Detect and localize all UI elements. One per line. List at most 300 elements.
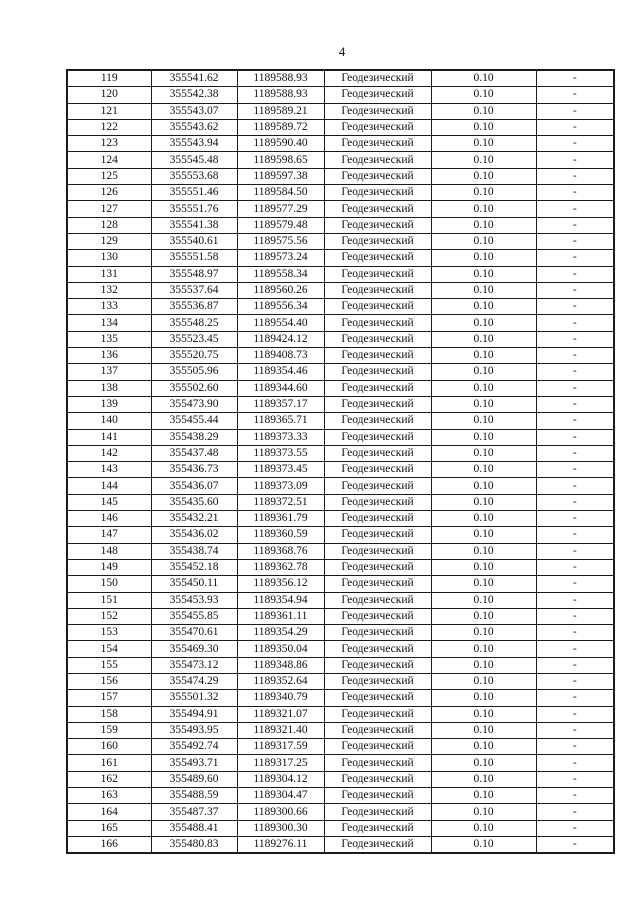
x-coordinate-cell: 355551.46 [151,185,237,201]
method-cell: Геодезический [324,836,431,853]
note-cell: - [536,511,614,527]
table-row [67,364,614,380]
y-coordinate-cell: 1189361.79 [237,511,324,527]
point-number-cell: 157 [67,690,151,706]
point-number-cell: 145 [67,494,151,510]
point-number-cell: 152 [67,608,151,624]
y-coordinate-cell: 1189354.94 [237,592,324,608]
y-coordinate-cell: 1189560.26 [237,282,324,298]
note-cell: - [536,364,614,380]
y-coordinate-cell: 1189317.59 [237,739,324,755]
accuracy-cell: 0.10 [431,494,536,510]
point-number-cell: 133 [67,299,151,315]
note-cell: - [536,804,614,820]
accuracy-cell: 0.10 [431,657,536,673]
point-number-cell: 126 [67,185,151,201]
note-cell: - [536,70,614,87]
accuracy-cell: 0.10 [431,299,536,315]
method-cell: Геодезический [324,299,431,315]
method-cell: Геодезический [324,788,431,804]
y-coordinate-cell: 1189350.04 [237,641,324,657]
point-number-cell: 120 [67,87,151,103]
note-cell: - [536,690,614,706]
method-cell: Геодезический [324,201,431,217]
method-cell: Геодезический [324,657,431,673]
accuracy-cell: 0.10 [431,429,536,445]
accuracy-cell: 0.10 [431,690,536,706]
x-coordinate-cell: 355541.62 [151,70,237,87]
accuracy-cell: 0.10 [431,233,536,249]
accuracy-cell: 0.10 [431,559,536,575]
note-cell: - [536,299,614,315]
accuracy-cell: 0.10 [431,185,536,201]
point-number-cell: 159 [67,722,151,738]
method-cell: Геодезический [324,185,431,201]
method-cell: Геодезический [324,103,431,119]
point-number-cell: 129 [67,233,151,249]
table-row [67,429,614,445]
accuracy-cell: 0.10 [431,380,536,396]
x-coordinate-cell: 355455.44 [151,413,237,429]
accuracy-cell: 0.10 [431,282,536,298]
note-cell: - [536,706,614,722]
x-coordinate-cell: 355543.62 [151,119,237,135]
method-cell: Геодезический [324,478,431,494]
x-coordinate-cell: 355436.73 [151,462,237,478]
note-cell: - [536,201,614,217]
x-coordinate-cell: 355541.38 [151,217,237,233]
y-coordinate-cell: 1189321.40 [237,722,324,738]
method-cell: Геодезический [324,820,431,836]
accuracy-cell: 0.10 [431,396,536,412]
point-number-cell: 158 [67,706,151,722]
accuracy-cell: 0.10 [431,706,536,722]
table-row [67,445,614,461]
note-cell: - [536,103,614,119]
point-number-cell: 146 [67,511,151,527]
table-row [67,315,614,331]
note-cell: - [536,625,614,641]
table-row [67,217,614,233]
method-cell: Геодезический [324,608,431,624]
method-cell: Геодезический [324,136,431,152]
method-cell: Геодезический [324,413,431,429]
note-cell: - [536,331,614,347]
x-coordinate-cell: 355493.95 [151,722,237,738]
y-coordinate-cell: 1189584.50 [237,185,324,201]
x-coordinate-cell: 355492.74 [151,739,237,755]
y-coordinate-cell: 1189368.76 [237,543,324,559]
point-number-cell: 123 [67,136,151,152]
table-row [67,462,614,478]
point-number-cell: 136 [67,348,151,364]
x-coordinate-cell: 355543.07 [151,103,237,119]
y-coordinate-cell: 1189356.12 [237,576,324,592]
y-coordinate-cell: 1189317.25 [237,755,324,771]
note-cell: - [536,119,614,135]
x-coordinate-cell: 355436.02 [151,527,237,543]
accuracy-cell: 0.10 [431,820,536,836]
point-number-cell: 139 [67,396,151,412]
x-coordinate-cell: 355453.93 [151,592,237,608]
note-cell: - [536,87,614,103]
method-cell: Геодезический [324,364,431,380]
note-cell: - [536,315,614,331]
note-cell: - [536,657,614,673]
method-cell: Геодезический [324,331,431,347]
y-coordinate-cell: 1189589.21 [237,103,324,119]
note-cell: - [536,739,614,755]
table-row [67,625,614,641]
point-number-cell: 161 [67,755,151,771]
y-coordinate-cell: 1189590.40 [237,136,324,152]
accuracy-cell: 0.10 [431,836,536,853]
y-coordinate-cell: 1189348.86 [237,657,324,673]
y-coordinate-cell: 1189300.66 [237,804,324,820]
note-cell: - [536,380,614,396]
method-cell: Геодезический [324,70,431,87]
coordinates-table-body [67,70,614,853]
table-row [67,673,614,689]
table-row [67,168,614,184]
table-row [67,527,614,543]
point-number-cell: 166 [67,836,151,853]
x-coordinate-cell: 355474.29 [151,673,237,689]
y-coordinate-cell: 1189357.17 [237,396,324,412]
table-row [67,690,614,706]
table-row [67,804,614,820]
x-coordinate-cell: 355494.91 [151,706,237,722]
method-cell: Геодезический [324,266,431,282]
point-number-cell: 141 [67,429,151,445]
x-coordinate-cell: 355553.68 [151,168,237,184]
point-number-cell: 163 [67,788,151,804]
accuracy-cell: 0.10 [431,511,536,527]
y-coordinate-cell: 1189304.47 [237,788,324,804]
note-cell: - [536,788,614,804]
table-row [67,576,614,592]
y-coordinate-cell: 1189558.34 [237,266,324,282]
table-row [67,543,614,559]
note-cell: - [536,396,614,412]
method-cell: Геодезический [324,282,431,298]
table-row [67,836,614,853]
accuracy-cell: 0.10 [431,152,536,168]
method-cell: Геодезический [324,755,431,771]
point-number-cell: 147 [67,527,151,543]
accuracy-cell: 0.10 [431,722,536,738]
accuracy-cell: 0.10 [431,592,536,608]
accuracy-cell: 0.10 [431,87,536,103]
method-cell: Геодезический [324,641,431,657]
method-cell: Геодезический [324,527,431,543]
note-cell: - [536,445,614,461]
y-coordinate-cell: 1189361.11 [237,608,324,624]
point-number-cell: 144 [67,478,151,494]
method-cell: Геодезический [324,396,431,412]
accuracy-cell: 0.10 [431,217,536,233]
method-cell: Геодезический [324,771,431,787]
y-coordinate-cell: 1189373.55 [237,445,324,461]
point-number-cell: 131 [67,266,151,282]
y-coordinate-cell: 1189360.59 [237,527,324,543]
note-cell: - [536,152,614,168]
accuracy-cell: 0.10 [431,608,536,624]
note-cell: - [536,348,614,364]
point-number-cell: 165 [67,820,151,836]
y-coordinate-cell: 1189598.65 [237,152,324,168]
point-number-cell: 151 [67,592,151,608]
accuracy-cell: 0.10 [431,771,536,787]
x-coordinate-cell: 355452.18 [151,559,237,575]
table-row [67,478,614,494]
method-cell: Геодезический [324,559,431,575]
y-coordinate-cell: 1189554.40 [237,315,324,331]
method-cell: Геодезический [324,233,431,249]
note-cell: - [536,543,614,559]
table-row [67,119,614,135]
y-coordinate-cell: 1189408.73 [237,348,324,364]
accuracy-cell: 0.10 [431,788,536,804]
coordinates-table [66,69,615,854]
y-coordinate-cell: 1189589.72 [237,119,324,135]
x-coordinate-cell: 355470.61 [151,625,237,641]
y-coordinate-cell: 1189588.93 [237,70,324,87]
note-cell: - [536,478,614,494]
note-cell: - [536,820,614,836]
point-number-cell: 162 [67,771,151,787]
method-cell: Геодезический [324,706,431,722]
method-cell: Геодезический [324,543,431,559]
note-cell: - [536,462,614,478]
y-coordinate-cell: 1189424.12 [237,331,324,347]
point-number-cell: 132 [67,282,151,298]
x-coordinate-cell: 355542.38 [151,87,237,103]
point-number-cell: 122 [67,119,151,135]
table-row [67,152,614,168]
table-row [67,87,614,103]
y-coordinate-cell: 1189321.07 [237,706,324,722]
x-coordinate-cell: 355523.45 [151,331,237,347]
accuracy-cell: 0.10 [431,250,536,266]
accuracy-cell: 0.10 [431,331,536,347]
x-coordinate-cell: 355488.41 [151,820,237,836]
accuracy-cell: 0.10 [431,201,536,217]
y-coordinate-cell: 1189579.48 [237,217,324,233]
table-row [67,413,614,429]
accuracy-cell: 0.10 [431,315,536,331]
accuracy-cell: 0.10 [431,804,536,820]
y-coordinate-cell: 1189300.30 [237,820,324,836]
x-coordinate-cell: 355537.64 [151,282,237,298]
note-cell: - [536,576,614,592]
point-number-cell: 125 [67,168,151,184]
table-row [67,592,614,608]
y-coordinate-cell: 1189354.29 [237,625,324,641]
method-cell: Геодезический [324,380,431,396]
point-number-cell: 140 [67,413,151,429]
note-cell: - [536,559,614,575]
method-cell: Геодезический [324,576,431,592]
method-cell: Геодезический [324,722,431,738]
x-coordinate-cell: 355480.83 [151,836,237,853]
y-coordinate-cell: 1189597.38 [237,168,324,184]
note-cell: - [536,755,614,771]
point-number-cell: 138 [67,380,151,396]
x-coordinate-cell: 355548.25 [151,315,237,331]
point-number-cell: 127 [67,201,151,217]
point-number-cell: 149 [67,559,151,575]
method-cell: Геодезический [324,462,431,478]
method-cell: Геодезический [324,168,431,184]
table-row [67,348,614,364]
table-row [67,739,614,755]
x-coordinate-cell: 355436.07 [151,478,237,494]
point-number-cell: 142 [67,445,151,461]
point-number-cell: 164 [67,804,151,820]
x-coordinate-cell: 355536.87 [151,299,237,315]
method-cell: Геодезический [324,250,431,266]
point-number-cell: 124 [67,152,151,168]
table-row [67,641,614,657]
method-cell: Геодезический [324,348,431,364]
note-cell: - [536,641,614,657]
method-cell: Геодезический [324,429,431,445]
x-coordinate-cell: 355551.58 [151,250,237,266]
x-coordinate-cell: 355545.48 [151,152,237,168]
note-cell: - [536,168,614,184]
x-coordinate-cell: 355489.60 [151,771,237,787]
accuracy-cell: 0.10 [431,136,536,152]
accuracy-cell: 0.10 [431,445,536,461]
method-cell: Геодезический [324,315,431,331]
table-row [67,788,614,804]
table-row [67,608,614,624]
point-number-cell: 130 [67,250,151,266]
note-cell: - [536,771,614,787]
x-coordinate-cell: 355551.76 [151,201,237,217]
table-row [67,331,614,347]
y-coordinate-cell: 1189340.79 [237,690,324,706]
x-coordinate-cell: 355469.30 [151,641,237,657]
table-row [67,282,614,298]
x-coordinate-cell: 355432.21 [151,511,237,527]
x-coordinate-cell: 355487.37 [151,804,237,820]
note-cell: - [536,673,614,689]
y-coordinate-cell: 1189373.33 [237,429,324,445]
page-number: 4 [338,44,346,59]
x-coordinate-cell: 355502.60 [151,380,237,396]
point-number-cell: 160 [67,739,151,755]
y-coordinate-cell: 1189344.60 [237,380,324,396]
point-number-cell: 135 [67,331,151,347]
accuracy-cell: 0.10 [431,119,536,135]
table-row [67,771,614,787]
y-coordinate-cell: 1189372.51 [237,494,324,510]
y-coordinate-cell: 1189362.78 [237,559,324,575]
method-cell: Геодезический [324,445,431,461]
method-cell: Геодезический [324,119,431,135]
x-coordinate-cell: 355543.94 [151,136,237,152]
x-coordinate-cell: 355473.12 [151,657,237,673]
accuracy-cell: 0.10 [431,168,536,184]
table-row [67,380,614,396]
table-row [67,250,614,266]
x-coordinate-cell: 355505.96 [151,364,237,380]
table-row [67,299,614,315]
table-row [67,511,614,527]
note-cell: - [536,592,614,608]
table-row [67,494,614,510]
accuracy-cell: 0.10 [431,543,536,559]
y-coordinate-cell: 1189352.64 [237,673,324,689]
note-cell: - [536,185,614,201]
note-cell: - [536,282,614,298]
note-cell: - [536,608,614,624]
x-coordinate-cell: 355438.74 [151,543,237,559]
x-coordinate-cell: 355501.32 [151,690,237,706]
accuracy-cell: 0.10 [431,755,536,771]
x-coordinate-cell: 355548.97 [151,266,237,282]
accuracy-cell: 0.10 [431,364,536,380]
point-number-cell: 156 [67,673,151,689]
note-cell: - [536,722,614,738]
table-row [67,136,614,152]
table-row [67,201,614,217]
accuracy-cell: 0.10 [431,348,536,364]
note-cell: - [536,494,614,510]
method-cell: Геодезический [324,625,431,641]
x-coordinate-cell: 355520.75 [151,348,237,364]
accuracy-cell: 0.10 [431,70,536,87]
method-cell: Геодезический [324,494,431,510]
point-number-cell: 148 [67,543,151,559]
point-number-cell: 154 [67,641,151,657]
y-coordinate-cell: 1189577.29 [237,201,324,217]
y-coordinate-cell: 1189556.34 [237,299,324,315]
x-coordinate-cell: 355493.71 [151,755,237,771]
x-coordinate-cell: 355450.11 [151,576,237,592]
table-row [67,559,614,575]
point-number-cell: 134 [67,315,151,331]
note-cell: - [536,217,614,233]
note-cell: - [536,413,614,429]
note-cell: - [536,429,614,445]
note-cell: - [536,527,614,543]
accuracy-cell: 0.10 [431,103,536,119]
y-coordinate-cell: 1189573.24 [237,250,324,266]
accuracy-cell: 0.10 [431,527,536,543]
table-row [67,706,614,722]
point-number-cell: 150 [67,576,151,592]
accuracy-cell: 0.10 [431,266,536,282]
y-coordinate-cell: 1189575.56 [237,233,324,249]
table-row [67,755,614,771]
accuracy-cell: 0.10 [431,576,536,592]
table-row [67,103,614,119]
y-coordinate-cell: 1189373.09 [237,478,324,494]
accuracy-cell: 0.10 [431,641,536,657]
point-number-cell: 153 [67,625,151,641]
method-cell: Геодезический [324,87,431,103]
point-number-cell: 137 [67,364,151,380]
table-row [67,396,614,412]
y-coordinate-cell: 1189588.93 [237,87,324,103]
method-cell: Геодезический [324,152,431,168]
method-cell: Геодезический [324,217,431,233]
y-coordinate-cell: 1189373.45 [237,462,324,478]
note-cell: - [536,266,614,282]
